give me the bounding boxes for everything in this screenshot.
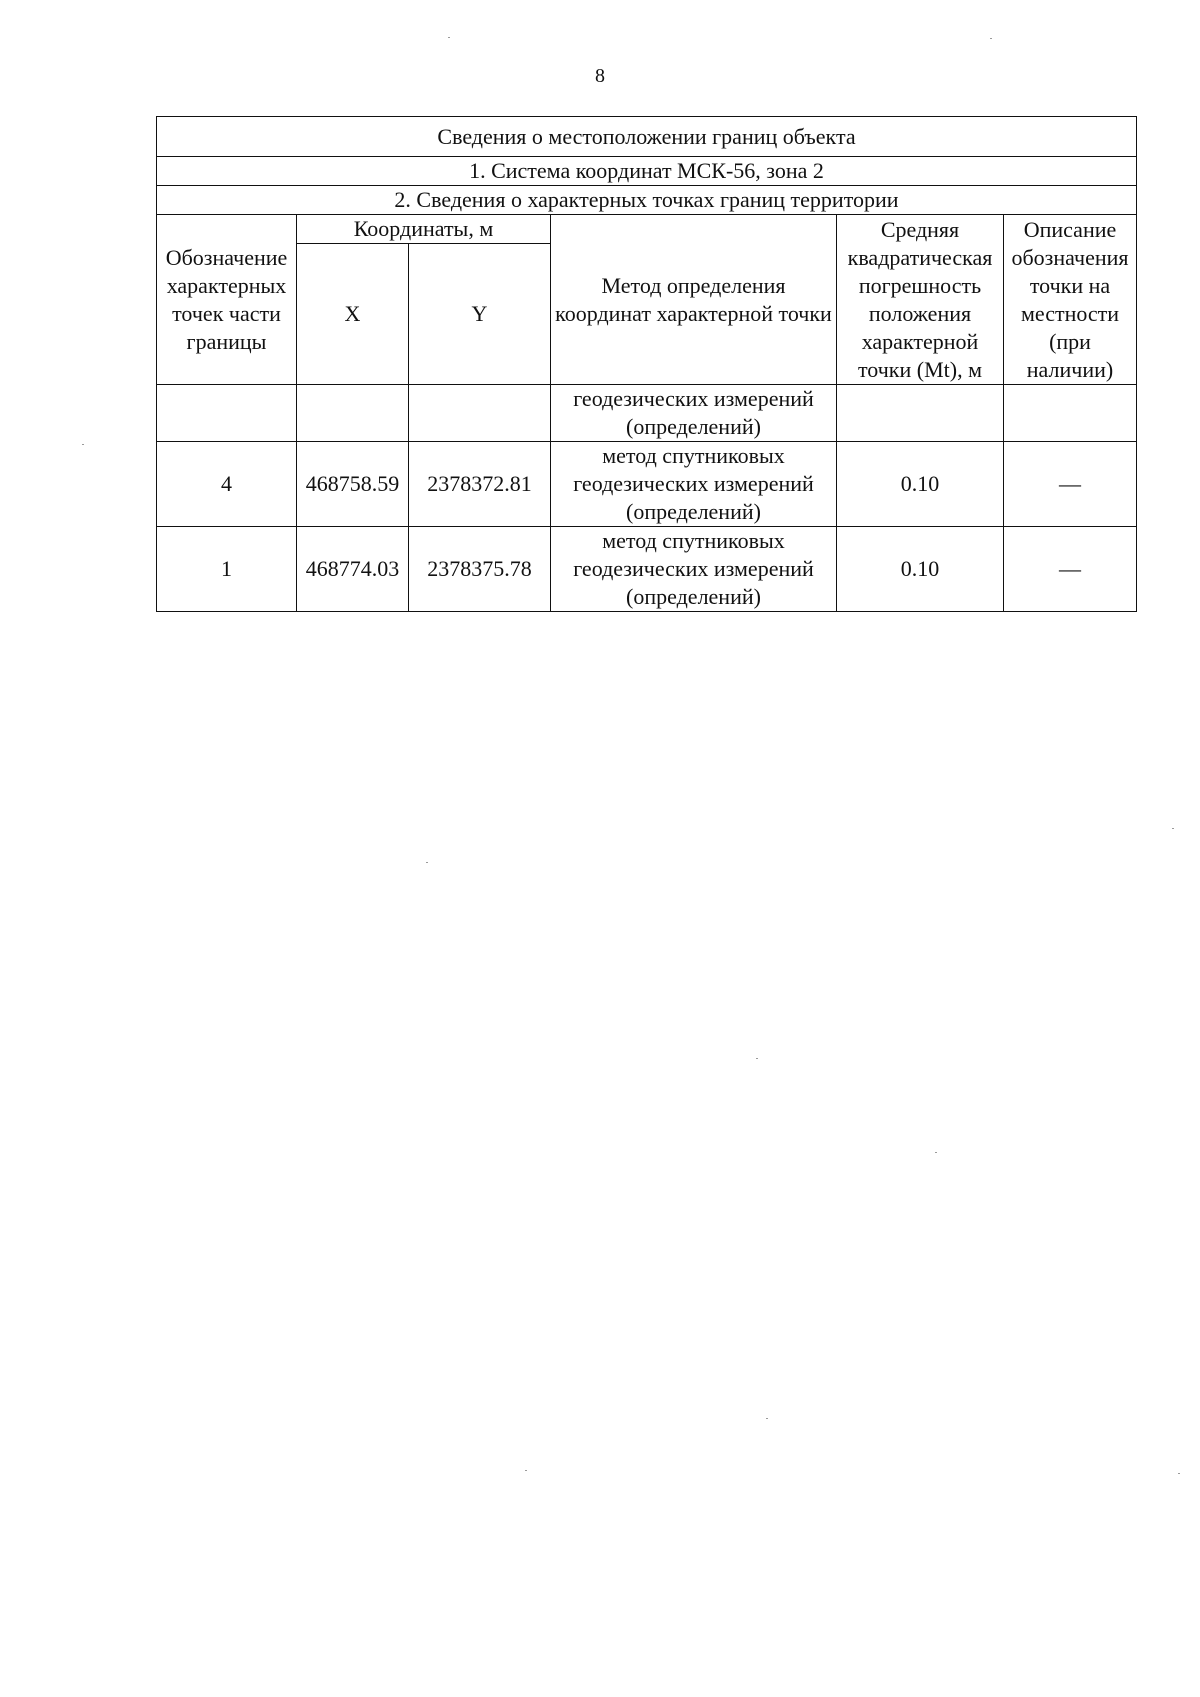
table-row-continuation xyxy=(157,385,1137,442)
cell-y xyxy=(409,385,551,442)
header-x: X xyxy=(297,244,409,385)
cell-y: 2378372.81 xyxy=(409,442,551,527)
cell-method: метод спутниковых геодезических измерений (определений) xyxy=(551,527,837,612)
cell-x xyxy=(297,385,409,442)
coord-system-label: 1. Система координат МСК-56, зона 2 xyxy=(157,157,1137,186)
scan-speck xyxy=(1178,1473,1180,1474)
cell-x: 468774.03 xyxy=(297,527,409,612)
scan-speck xyxy=(756,1058,758,1059)
cell-method: геодезических измерений (определений) xyxy=(551,385,837,442)
scan-speck xyxy=(82,444,84,445)
scan-speck xyxy=(990,38,992,39)
coord-system-row xyxy=(157,157,1137,186)
scan-speck xyxy=(426,862,428,863)
cell-description xyxy=(1004,385,1137,442)
header-description: Описание обозначения точки на местности (при наличии) xyxy=(1004,215,1137,385)
boundary-coordinates-table xyxy=(156,116,1137,612)
page-number: 8 xyxy=(595,65,605,87)
scan-speck xyxy=(766,1418,768,1419)
table-row xyxy=(157,442,1137,527)
cell-accuracy: 0.10 xyxy=(837,442,1004,527)
header-accuracy: Средняя квадратическая погрешность положения характерной точки (Mt), м xyxy=(837,215,1004,385)
section-row xyxy=(157,186,1137,215)
cell-x: 468758.59 xyxy=(297,442,409,527)
cell-point: 4 xyxy=(157,442,297,527)
table-row xyxy=(157,527,1137,612)
table-title: Сведения о местоположении границ объекта xyxy=(157,117,1137,157)
header-row xyxy=(157,215,1137,244)
cell-accuracy xyxy=(837,385,1004,442)
cell-description: — xyxy=(1004,442,1137,527)
cell-point: 1 xyxy=(157,527,297,612)
scan-speck xyxy=(448,37,450,38)
header-designation: Обозначение характерных точек части границы xyxy=(157,215,297,385)
cell-description: — xyxy=(1004,527,1137,612)
scan-speck xyxy=(935,1152,937,1153)
cell-point xyxy=(157,385,297,442)
header-method: Метод определения координат характерной точки xyxy=(551,215,837,385)
cell-method: метод спутниковых геодезических измерений (определений) xyxy=(551,442,837,527)
cell-accuracy: 0.10 xyxy=(837,527,1004,612)
header-y: Y xyxy=(409,244,551,385)
section-label: 2. Сведения о характерных точках границ территории xyxy=(157,186,1137,215)
scan-speck xyxy=(525,1470,527,1471)
header-coordinates: Координаты, м xyxy=(297,215,551,244)
scan-speck xyxy=(1172,828,1174,829)
table-title-row xyxy=(157,117,1137,157)
cell-y: 2378375.78 xyxy=(409,527,551,612)
